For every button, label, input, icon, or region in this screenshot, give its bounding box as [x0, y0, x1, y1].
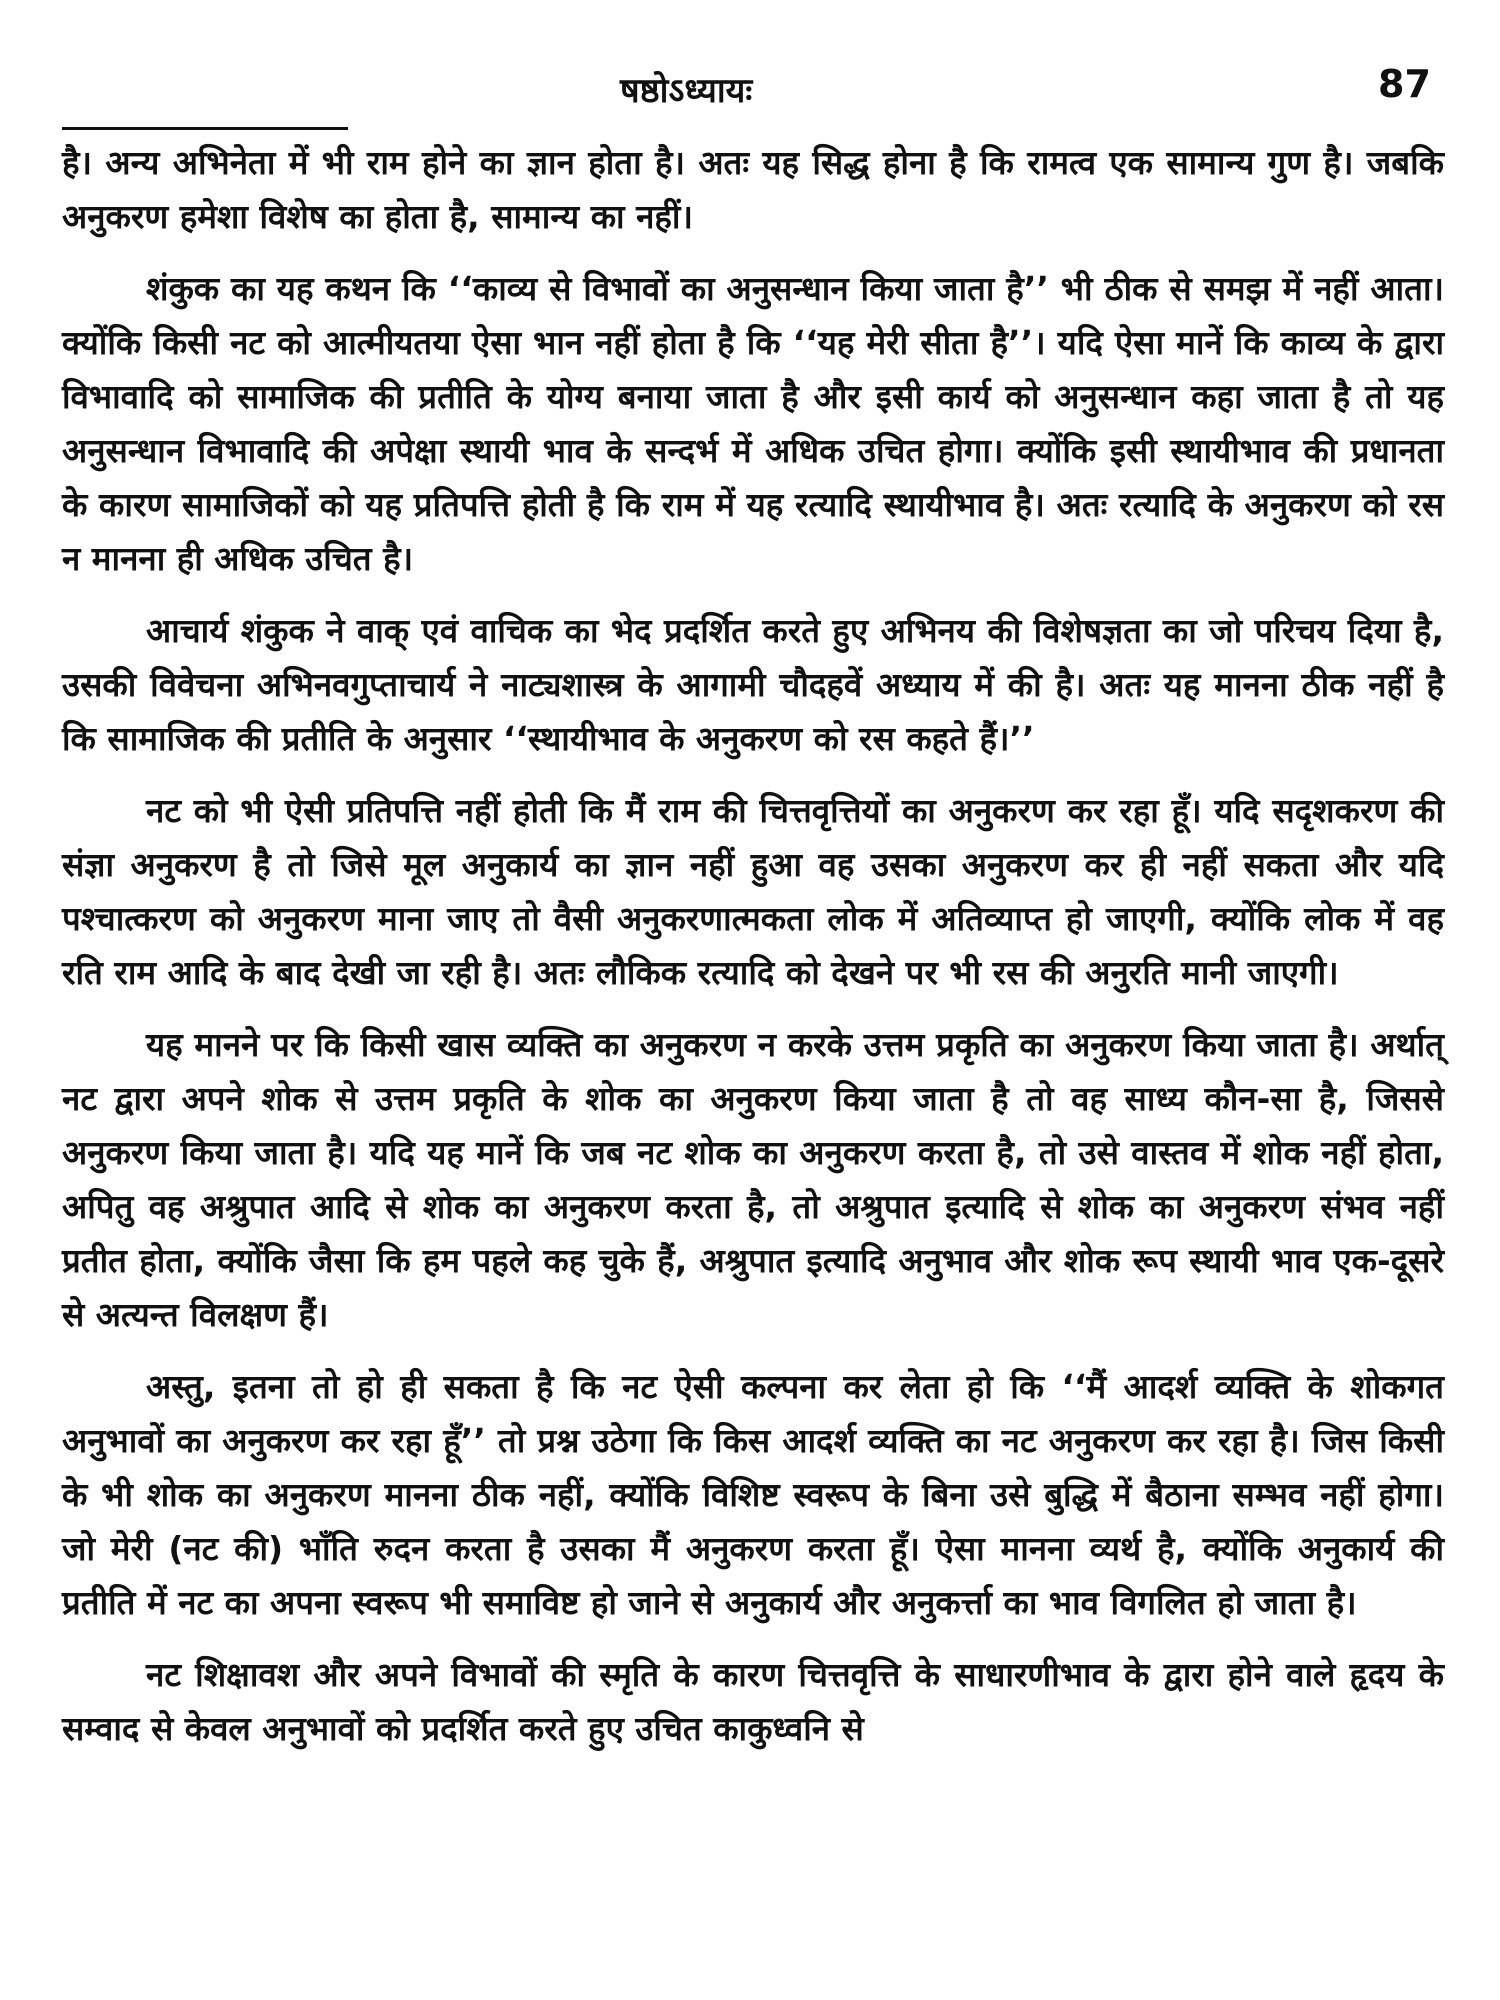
- page-number: 87: [1378, 62, 1431, 106]
- paragraph: नट शिक्षावश और अपने विभावों की स्मृति के कारण चित्तवृत्ति के साधारणीभाव के द्वारा होने वाले हृदय के सम्वाद से केवल अनुभावों को प्रदर्शित करते हुए उचित काकुध्वनि से: [62, 1655, 1444, 1748]
- footnote-rule: [62, 127, 348, 130]
- paragraph: शंकुक का यह कथन कि ‘‘काव्य से विभावों का अनुसन्धान किया जाता है’’ भी ठीक से समझ में नहीं आता। क्योंकि किसी नट को आत्मीयतया ऐसा भान नहीं होता है कि ‘‘यह मेरी सीता है’’। यदि ऐसा मानें कि काव्य के द्वारा विभावादि को सामाजिक की प्रतीति के योग्य बनाया जाता है और इसी कार्य को अनुसन्धान कहा जाता है तो यह अनुसन्धान विभावादि की अपेक्षा स्थायी भाव के सन्दर्भ में अधिक उचित होगा। क्योंकि इसी स्थायीभाव की प्रधानता के कारण सामाजिकों को यह प्रतिपत्ति होती है कि राम में यह रत्यादि स्थायीभाव है। अतः रत्यादि के अनुकरण को रस न मानना ही अधिक उचित है।: [62, 269, 1444, 578]
- running-title: षष्ठोऽध्यायः: [620, 71, 753, 111]
- paragraph: अस्तु, इतना तो हो ही सकता है कि नट ऐसी कल्पना कर लेता हो कि ‘‘मैं आदर्श व्यक्ति के शोकगत अनुभावों का अनुकरण कर रहा हूँ’’ तो प्रश्न उठेगा कि किस आदर्श व्यक्ति का नट अनुकरण कर रहा है। जिस किसी के भी शोक का अनुकरण मानना ठीक नहीं, क्योंकि विशिष्ट स्वरूप के बिना उसे बुद्धि में बैठाना सम्भव नहीं होगा। जो मेरी (नट की) भाँति रुदन करता है उसका मैं अनुकरण करता हूँ। ऐसा मानना व्यर्थ है, क्योंकि अनुकार्य की प्रतीति में नट का अपना स्वरूप भी समाविष्ट हो जाने से अनुकार्य और अनुकर्त्ता का भाव विगलित हो जाता है।: [62, 1367, 1444, 1622]
- body-text: [62, 136, 1444, 1774]
- paragraph: आचार्य शंकुक ने वाक् एवं वाचिक का भेद प्रदर्शित करते हुए अभिनय की विशेषज्ञता का जो परिचय दिया है, उसकी विवेचना अभिनवगुप्ताचार्य ने नाट्यशास्त्र के आगामी चौदहवें अध्याय में की है। अतः यह मानना ठीक नहीं है कि सामाजिक की प्रतीति के अनुसार ‘‘स्थायीभाव के अनुकरण को रस कहते हैं।’’: [62, 611, 1444, 758]
- paragraph: यह मानने पर कि किसी खास व्यक्ति का अनुकरण न करके उत्तम प्रकृति का अनुकरण किया जाता है। अर्थात् नट द्वारा अपने शोक से उत्तम प्रकृति के शोक का अनुकरण किया जाता है तो वह साध्य कौन-सा है, जिससे अनुकरण किया जाता है। यदि यह मानें कि जब नट शोक का अनुकरण करता है, तो उसे वास्तव में शोक नहीं होता, अपितु वह अश्रुपात आदि से शोक का अनुकरण करता है, तो अश्रुपात इत्यादि से शोक का अनुकरण संभव नहीं प्रतीत होता, क्योंकि जैसा कि हम पहले कह चुके हैं, अश्रुपात इत्यादि अनुभाव और शोक रूप स्थायी भाव एक-दूसरे से अत्यन्त विलक्षण हैं।: [62, 1025, 1444, 1334]
- paragraph-continued: है। अन्य अभिनेता में भी राम होने का ज्ञान होता है। अतः यह सिद्ध होना है कि रामत्व एक सामान्य गुण है। जबकि अनुकरण हमेशा विशेष का होता है, सामान्य का नहीं।: [62, 143, 1444, 236]
- paragraph: नट को भी ऐसी प्रतिपत्ति नहीं होती कि मैं राम की चित्तवृत्तियों का अनुकरण कर रहा हूँ। यदि सदृशकरण की संज्ञा अनुकरण है तो जिसे मूल अनुकार्य का ज्ञान नहीं हुआ वह उसका अनुकरण कर ही नहीं सकता और यदि पश्चात्करण को अनुकरण माना जाए तो वैसी अनुकरणात्मकता लोक में अतिव्याप्त हो जाएगी, क्योंकि लोक में वह रति राम आदि के बाद देखी जा रही है। अतः लौकिक रत्यादि को देखने पर भी रस की अनुरति मानी जाएगी।: [62, 791, 1444, 992]
